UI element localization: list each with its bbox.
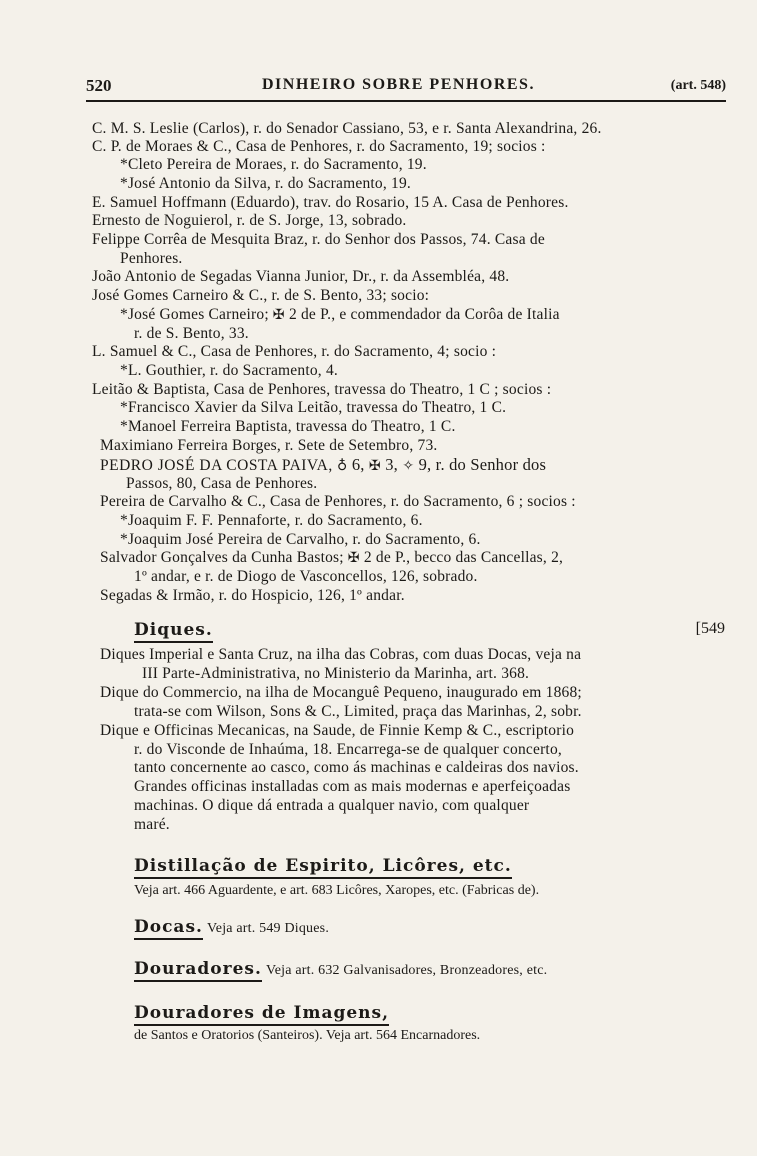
dique-line: Dique e Officinas Mecanicas, na Saude, de Finnie Kemp & C., escriptorio	[100, 722, 575, 739]
entry-line: Penhores.	[120, 250, 183, 267]
entry-line: *José Antonio da Silva, r. do Sacramento, 19.	[120, 175, 411, 192]
medal-icon: ♁	[337, 458, 348, 474]
entry-line: *L. Gouthier, r. do Sacramento, 4.	[120, 362, 338, 379]
page-number: 520	[86, 76, 112, 95]
docas-entry	[134, 918, 329, 938]
section-heading-douradores-imagens: Douradores de Imagens,	[134, 1003, 389, 1026]
entry-line: *Francisco Xavier da Silva Leitão, travessa do Theatro, 1 C.	[120, 399, 507, 416]
entry-line: *Manoel Ferreira Baptista, travessa do Theatro, 1 C.	[120, 418, 456, 435]
entry-line: E. Samuel Hoffmann (Eduardo), trav. do Rosario, 15 A. Casa de Penhores.	[92, 194, 569, 211]
article-reference: (art. 548)	[670, 78, 726, 93]
section-heading-docas: Docas.	[134, 917, 203, 940]
dique-line: trata-se com Wilson, Sons & C., Limited, praça das Marinhas, 2, sobr.	[134, 703, 582, 720]
dique-line: Grandes officinas installadas com as mais modernas e aperfeiçoadas	[134, 778, 571, 795]
entry-text: *José Gomes Carneiro;	[120, 306, 269, 323]
entry-line: 1º andar, e r. de Diogo de Vasconcellos, 126, sobrado.	[134, 568, 478, 585]
dique-line: tanto concernente ao casco, como ás machinas e caldeiras dos navios.	[134, 759, 579, 776]
page-header	[86, 74, 726, 102]
dique-line: maré.	[134, 816, 170, 833]
cross-reference: Veja art. 549 Diques.	[207, 921, 330, 936]
star-icon: ✧	[402, 458, 415, 474]
entry-line: João Antonio de Segadas Vianna Junior, Dr., r. da Assembléa, 48.	[92, 268, 510, 285]
entry-line: Passos, 80, Casa de Penhores.	[126, 475, 318, 492]
entry-text: Salvador Gonçalves da Cunha Bastos;	[100, 549, 344, 566]
dique-line: Diques Imperial e Santa Cruz, na ilha das Cobras, com duas Docas, veja na	[100, 646, 582, 663]
entry-line: Pereira de Carvalho & C., Casa de Penhores, r. do Sacramento, 6 ; socios :	[100, 493, 576, 510]
entry-line: *Cleto Pereira de Moraes, r. do Sacramento, 19.	[120, 156, 427, 173]
douradores-entry	[134, 960, 547, 980]
entry-text: 2 de P., e commendador da Corôa de Italia	[288, 306, 560, 323]
entry-line: r. de S. Bento, 33.	[134, 325, 249, 342]
dique-line: r. do Visconde de Inhaúma, 18. Encarrega-se de qualquer concerto,	[134, 741, 562, 758]
entry-line: Leitão & Baptista, Casa de Penhores, travessa do Theatro, 1 C ; socios :	[92, 381, 552, 398]
entry-line: *Joaquim José Pereira de Carvalho, r. do Sacramento, 6.	[120, 531, 481, 548]
entry-text: PEDRO JOSÉ DA COSTA PAIVA,	[100, 457, 333, 474]
cross-reference: de Santos e Oratorios (Santeiros). Veja art. 564 Encarnadores.	[134, 1028, 481, 1043]
entry-line: Maximiano Ferreira Borges, r. Sete de Setembro, 73.	[100, 437, 438, 454]
entry-line: Segadas & Irmão, r. do Hospicio, 126, 1º andar.	[100, 587, 405, 604]
entry-line	[100, 549, 563, 567]
dique-line: III Parte-Administrativa, no Ministerio da Marinha, art. 368.	[142, 665, 530, 682]
cross-reference: Veja art. 466 Aguardente, e art. 683 Licôres, Xaropes, etc. (Fabricas de).	[134, 883, 540, 898]
entry-line: C. M. S. Leslie (Carlos), r. do Senador Cassiano, 53, e r. Santa Alexandrina, 26.	[92, 120, 602, 137]
section-number: [549	[695, 620, 725, 637]
entry-text: 6,	[351, 455, 365, 474]
entry-line: Ernesto de Noguierol, r. de S. Jorge, 13, sobrado.	[92, 212, 407, 229]
entry-line: C. P. de Moraes & C., Casa de Penhores, r. do Sacramento, 19; socios :	[92, 138, 546, 155]
running-title: DINHEIRO SOBRE PENHORES.	[262, 76, 535, 93]
order-cross-icon: ✠	[347, 550, 360, 566]
entry-line: Felippe Corrêa de Mesquita Braz, r. do Senhor dos Passos, 74. Casa de	[92, 231, 545, 248]
entry-line	[100, 456, 546, 475]
order-cross-icon: ✠	[368, 458, 381, 474]
entry-text: 2 de P., becco das Cancellas, 2,	[363, 549, 564, 566]
order-cross-icon: ✠	[272, 307, 285, 323]
entry-text: 9, r. do Senhor dos	[418, 455, 547, 474]
entry-line: José Gomes Carneiro & C., r. de S. Bento, 33; socio:	[92, 287, 430, 304]
dique-line: machinas. O dique dá entrada a qualquer navio, com qualquer	[134, 797, 530, 814]
section-heading-distillacao: Distillação de Espirito, Licôres, etc.	[134, 856, 512, 879]
entry-text: 3,	[385, 455, 398, 474]
cross-reference: Veja art. 632 Galvanisadores, Bronzeadores, etc.	[265, 963, 548, 978]
dique-line: Dique do Commercio, na ilha de Mocanguê Pequeno, inaugurado em 1868;	[100, 684, 582, 701]
entry-line	[120, 306, 560, 324]
entry-line: *Joaquim F. F. Pennaforte, r. do Sacramento, 6.	[120, 512, 423, 529]
section-heading-douradores: Douradores.	[134, 959, 262, 982]
section-heading-diques: Diques.	[134, 620, 213, 643]
entry-line: L. Samuel & C., Casa de Penhores, r. do Sacramento, 4; socio :	[92, 343, 497, 360]
